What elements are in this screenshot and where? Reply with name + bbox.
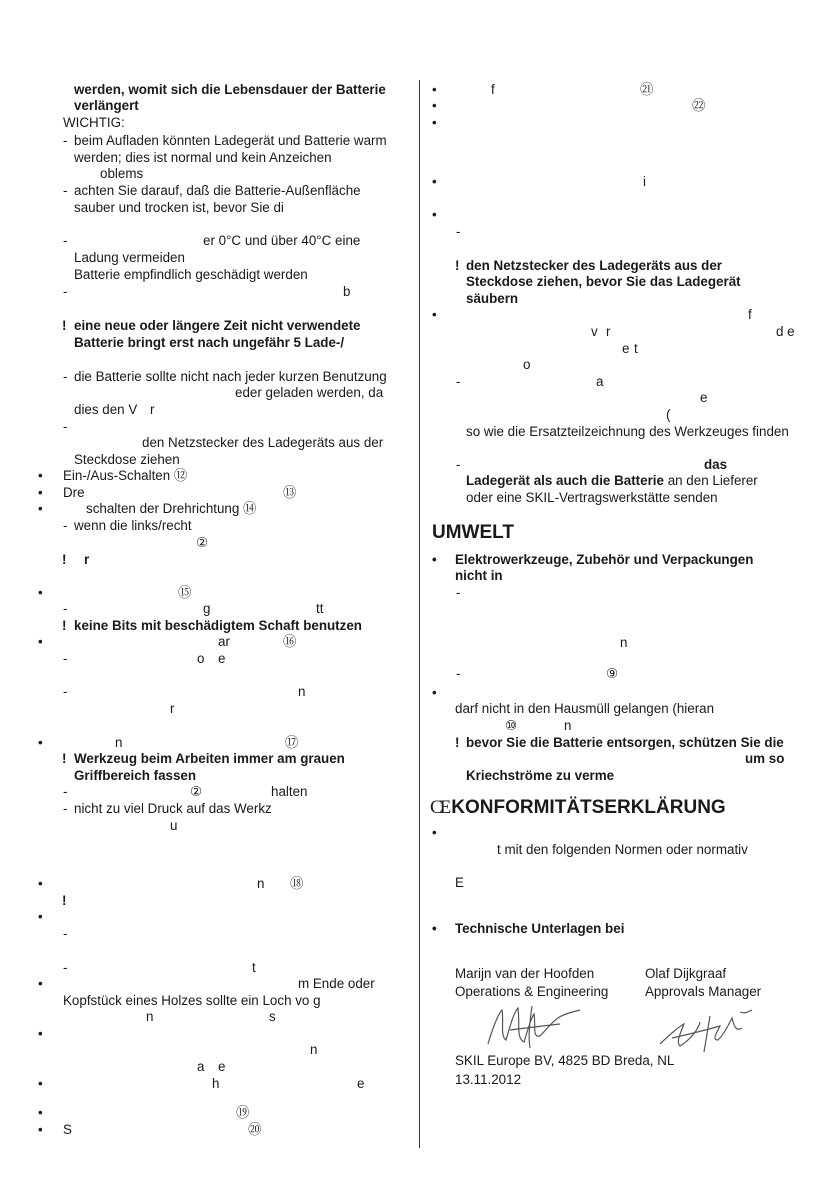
text-line: b bbox=[343, 284, 351, 299]
text-line: i bbox=[643, 174, 646, 189]
text-line: g bbox=[203, 601, 211, 616]
text-line: die Batterie sollte nicht nach jeder kurzen Benutzung bbox=[74, 369, 387, 384]
text-line: ⑬ bbox=[283, 485, 297, 500]
text-line: o bbox=[523, 357, 531, 372]
dash-marker: - bbox=[63, 926, 68, 941]
text-line: Dre bbox=[63, 485, 85, 500]
bullet-marker: • bbox=[432, 174, 437, 189]
text-line: ar bbox=[218, 634, 230, 649]
text-line: sauber und trocken ist, bevor Sie di bbox=[74, 200, 284, 215]
text-line: darf nicht in den Hausmüll gelangen (hieran bbox=[455, 701, 715, 716]
text-line: r bbox=[606, 324, 611, 339]
text-line: ㉒ bbox=[692, 98, 706, 113]
text-line: Batterie bringt erst nach ungefähr 5 Lade-/ bbox=[74, 335, 345, 350]
bullet-marker: • bbox=[432, 115, 437, 130]
text-line: a bbox=[197, 1059, 205, 1074]
text-line: ⑳ bbox=[248, 1122, 262, 1137]
text-line: Technische Unterlagen bei bbox=[455, 921, 625, 936]
signatory-name: Olaf Dijkgraaf bbox=[645, 966, 727, 981]
dash-marker: - bbox=[63, 960, 68, 975]
text-line: ② bbox=[196, 535, 209, 550]
text-line: dies den V bbox=[74, 402, 138, 417]
dash-marker: - bbox=[456, 374, 461, 389]
text-line: e bbox=[218, 1059, 226, 1074]
text-line: E bbox=[455, 875, 464, 890]
text-line: v bbox=[591, 324, 598, 339]
text-line: Elektrowerkzeuge, Zubehör und Verpackungen bbox=[455, 552, 754, 567]
text-line: den Netzstecker des Ladegeräts aus der bbox=[466, 258, 723, 273]
dash-marker: - bbox=[63, 801, 68, 816]
warning-marker: ! bbox=[62, 552, 67, 567]
text-line: n bbox=[620, 635, 628, 650]
text-line: ⑩ bbox=[505, 718, 518, 733]
bullet-marker: • bbox=[38, 485, 43, 500]
heading-text: KONFORMITÄTSERKLÄRUNG bbox=[451, 797, 726, 818]
text-line: n bbox=[298, 684, 306, 699]
text-line: Kopfstück eines Holzes sollte ein Loch vo g bbox=[63, 993, 321, 1008]
dash-marker: - bbox=[456, 457, 461, 472]
text-line: r bbox=[150, 402, 155, 417]
warning-marker: ! bbox=[62, 893, 67, 908]
signatory-name: Marijn van der Hoofden bbox=[455, 966, 595, 981]
text-line: ⑰ bbox=[285, 735, 299, 750]
signatory-role: Operations & Engineering bbox=[455, 984, 609, 999]
text-line: bevor Sie die Batterie entsorgen, schützen Sie die bbox=[466, 735, 784, 750]
text-line: nicht in bbox=[455, 568, 503, 583]
bullet-marker: • bbox=[38, 1122, 43, 1137]
bullet-marker: • bbox=[38, 468, 43, 483]
dash-marker: - bbox=[63, 651, 68, 666]
text-line: r bbox=[170, 701, 175, 716]
text-line: säubern bbox=[466, 291, 519, 306]
text-line: werden; dies ist normal und kein Anzeichen bbox=[74, 150, 332, 165]
text-line: eder geladen werden, da bbox=[235, 385, 384, 400]
text-span: an den Lieferer bbox=[663, 473, 758, 488]
text-line: Ein-/Aus-Schalten ⑫ bbox=[63, 468, 188, 483]
dash-marker: - bbox=[63, 133, 68, 148]
bullet-marker: • bbox=[38, 1076, 43, 1091]
bullet-marker: • bbox=[432, 82, 437, 97]
declaration-date: 13.11.2012 bbox=[455, 1072, 522, 1087]
text-line: Kriechströme zu verme bbox=[466, 768, 615, 783]
text-line: Batterie empfindlich geschädigt werden bbox=[74, 267, 308, 282]
text-line: beim Aufladen könnten Ladegerät und Batterie warm bbox=[74, 133, 387, 148]
dash-marker: - bbox=[63, 601, 68, 616]
text-line: a bbox=[596, 374, 604, 389]
text-line: e bbox=[700, 390, 708, 405]
text-line: das bbox=[704, 457, 728, 472]
text-line: ⑯ bbox=[283, 634, 297, 649]
text-line: ⑱ bbox=[290, 876, 304, 891]
dash-marker: - bbox=[63, 369, 68, 384]
bullet-marker: • bbox=[38, 876, 43, 891]
text-line: s bbox=[269, 1009, 276, 1024]
text-line: h bbox=[212, 1076, 220, 1091]
text-line: Ladung vermeiden bbox=[74, 250, 185, 265]
company-address: SKIL Europe BV, 4825 BD Breda, NL bbox=[455, 1053, 675, 1068]
text-line: e bbox=[218, 651, 226, 666]
dash-marker: - bbox=[63, 784, 68, 799]
text-line: S bbox=[63, 1122, 72, 1137]
text-line: schalten der Drehrichtung ⑭ bbox=[86, 501, 257, 516]
dash-marker: - bbox=[63, 183, 68, 198]
bullet-marker: • bbox=[432, 825, 437, 840]
text-line: achten Sie darauf, daß die Batterie-Außenfläche bbox=[74, 183, 361, 198]
text-line: Werkzeug beim Arbeiten immer am grauen bbox=[74, 751, 345, 766]
dash-marker: - bbox=[456, 224, 461, 239]
dash-marker: - bbox=[63, 419, 68, 434]
text-line: n bbox=[146, 1009, 154, 1024]
text-line: den Netzstecker des Ladegeräts aus der bbox=[142, 435, 384, 450]
warning-marker: ! bbox=[62, 751, 67, 766]
signatory-role: Approvals Manager bbox=[645, 984, 762, 999]
text-line: r bbox=[84, 552, 90, 567]
text-line: t bbox=[634, 341, 638, 356]
bullet-marker: • bbox=[38, 1026, 43, 1041]
bullet-marker: • bbox=[38, 1105, 43, 1120]
text-line: ⑲ bbox=[236, 1105, 250, 1120]
text-line: o bbox=[197, 651, 205, 666]
text-line: tt bbox=[316, 601, 324, 616]
text-line: oder eine SKIL-Vertragswerkstätte senden bbox=[466, 490, 718, 505]
text-line: n bbox=[115, 735, 123, 750]
text-line: f bbox=[491, 82, 495, 97]
text-line: ⑨ bbox=[606, 666, 619, 681]
bullet-marker: • bbox=[38, 501, 43, 516]
text-line: e bbox=[357, 1076, 365, 1091]
signature-graphic bbox=[480, 1000, 590, 1052]
text-line: halten bbox=[271, 784, 308, 799]
section-heading-konformitaet bbox=[430, 797, 726, 819]
text-line: WICHTIG: bbox=[63, 115, 125, 130]
text-line: ② bbox=[190, 784, 203, 799]
text-line: oblems bbox=[100, 166, 144, 181]
text-line: werden, womit sich die Lebensdauer der Batterie bbox=[74, 82, 386, 97]
warning-marker: ! bbox=[455, 735, 460, 750]
bullet-marker: • bbox=[38, 735, 43, 750]
bullet-marker: • bbox=[432, 207, 437, 222]
text-line: m Ende oder bbox=[298, 976, 375, 991]
dash-marker: - bbox=[456, 666, 461, 681]
dash-marker: - bbox=[63, 684, 68, 699]
text-line: nicht zu viel Druck auf das Werkz bbox=[74, 801, 272, 816]
text-line: t bbox=[252, 960, 256, 975]
dash-marker: - bbox=[63, 518, 68, 533]
text-line: f bbox=[748, 307, 752, 322]
text-line: eine neue oder längere Zeit nicht verwendete bbox=[74, 318, 361, 333]
bullet-marker: • bbox=[38, 909, 43, 924]
text-line: t mit den folgenden Normen oder normativ bbox=[497, 842, 748, 857]
text-line: er 0°C und über 40°C eine bbox=[203, 233, 361, 248]
bullet-marker: • bbox=[432, 685, 437, 700]
dash-marker: - bbox=[456, 585, 461, 600]
text-line: ㉑ bbox=[640, 82, 654, 97]
warning-marker: ! bbox=[455, 258, 460, 273]
text-span: Ladegerät als auch die Batterie bbox=[466, 473, 664, 488]
text-line: Steckdose ziehen bbox=[74, 452, 180, 467]
text-line: ( bbox=[666, 407, 671, 422]
text-line: n bbox=[310, 1042, 318, 1057]
warning-marker: ! bbox=[62, 618, 67, 633]
bullet-marker: • bbox=[38, 634, 43, 649]
text-line: e bbox=[622, 341, 630, 356]
bullet-marker: • bbox=[432, 98, 437, 113]
dash-marker: - bbox=[63, 233, 68, 248]
text-line: Steckdose ziehen, bevor Sie das Ladegerät bbox=[466, 274, 741, 289]
text-line: Griffbereich fassen bbox=[74, 768, 197, 783]
bullet-marker: • bbox=[432, 921, 437, 936]
bullet-marker: • bbox=[38, 976, 43, 991]
text-line: ⑮ bbox=[178, 585, 192, 600]
text-line: n bbox=[257, 876, 265, 891]
text-line: n bbox=[564, 718, 572, 733]
text-line: verlängert bbox=[74, 98, 139, 113]
warning-marker: ! bbox=[62, 318, 67, 333]
text-line: u bbox=[170, 818, 178, 833]
ce-mark: CE bbox=[430, 797, 449, 818]
column-divider bbox=[419, 80, 420, 1148]
section-heading-umwelt: UMWELT bbox=[432, 522, 514, 543]
text-line: keine Bits mit beschädigtem Schaft benutzen bbox=[74, 618, 362, 633]
text-line: so wie die Ersatzteilzeichnung des Werkzeuges finden bbox=[466, 424, 789, 439]
text-line: um so bbox=[745, 751, 785, 766]
text-line: wenn die links/recht bbox=[74, 518, 192, 533]
bullet-marker: • bbox=[38, 585, 43, 600]
bullet-marker: • bbox=[432, 307, 437, 322]
signature-graphic bbox=[650, 1004, 760, 1056]
bullet-marker: • bbox=[432, 552, 437, 567]
text-line: d e bbox=[776, 324, 795, 339]
text-line bbox=[466, 473, 758, 489]
dash-marker: - bbox=[63, 284, 68, 299]
